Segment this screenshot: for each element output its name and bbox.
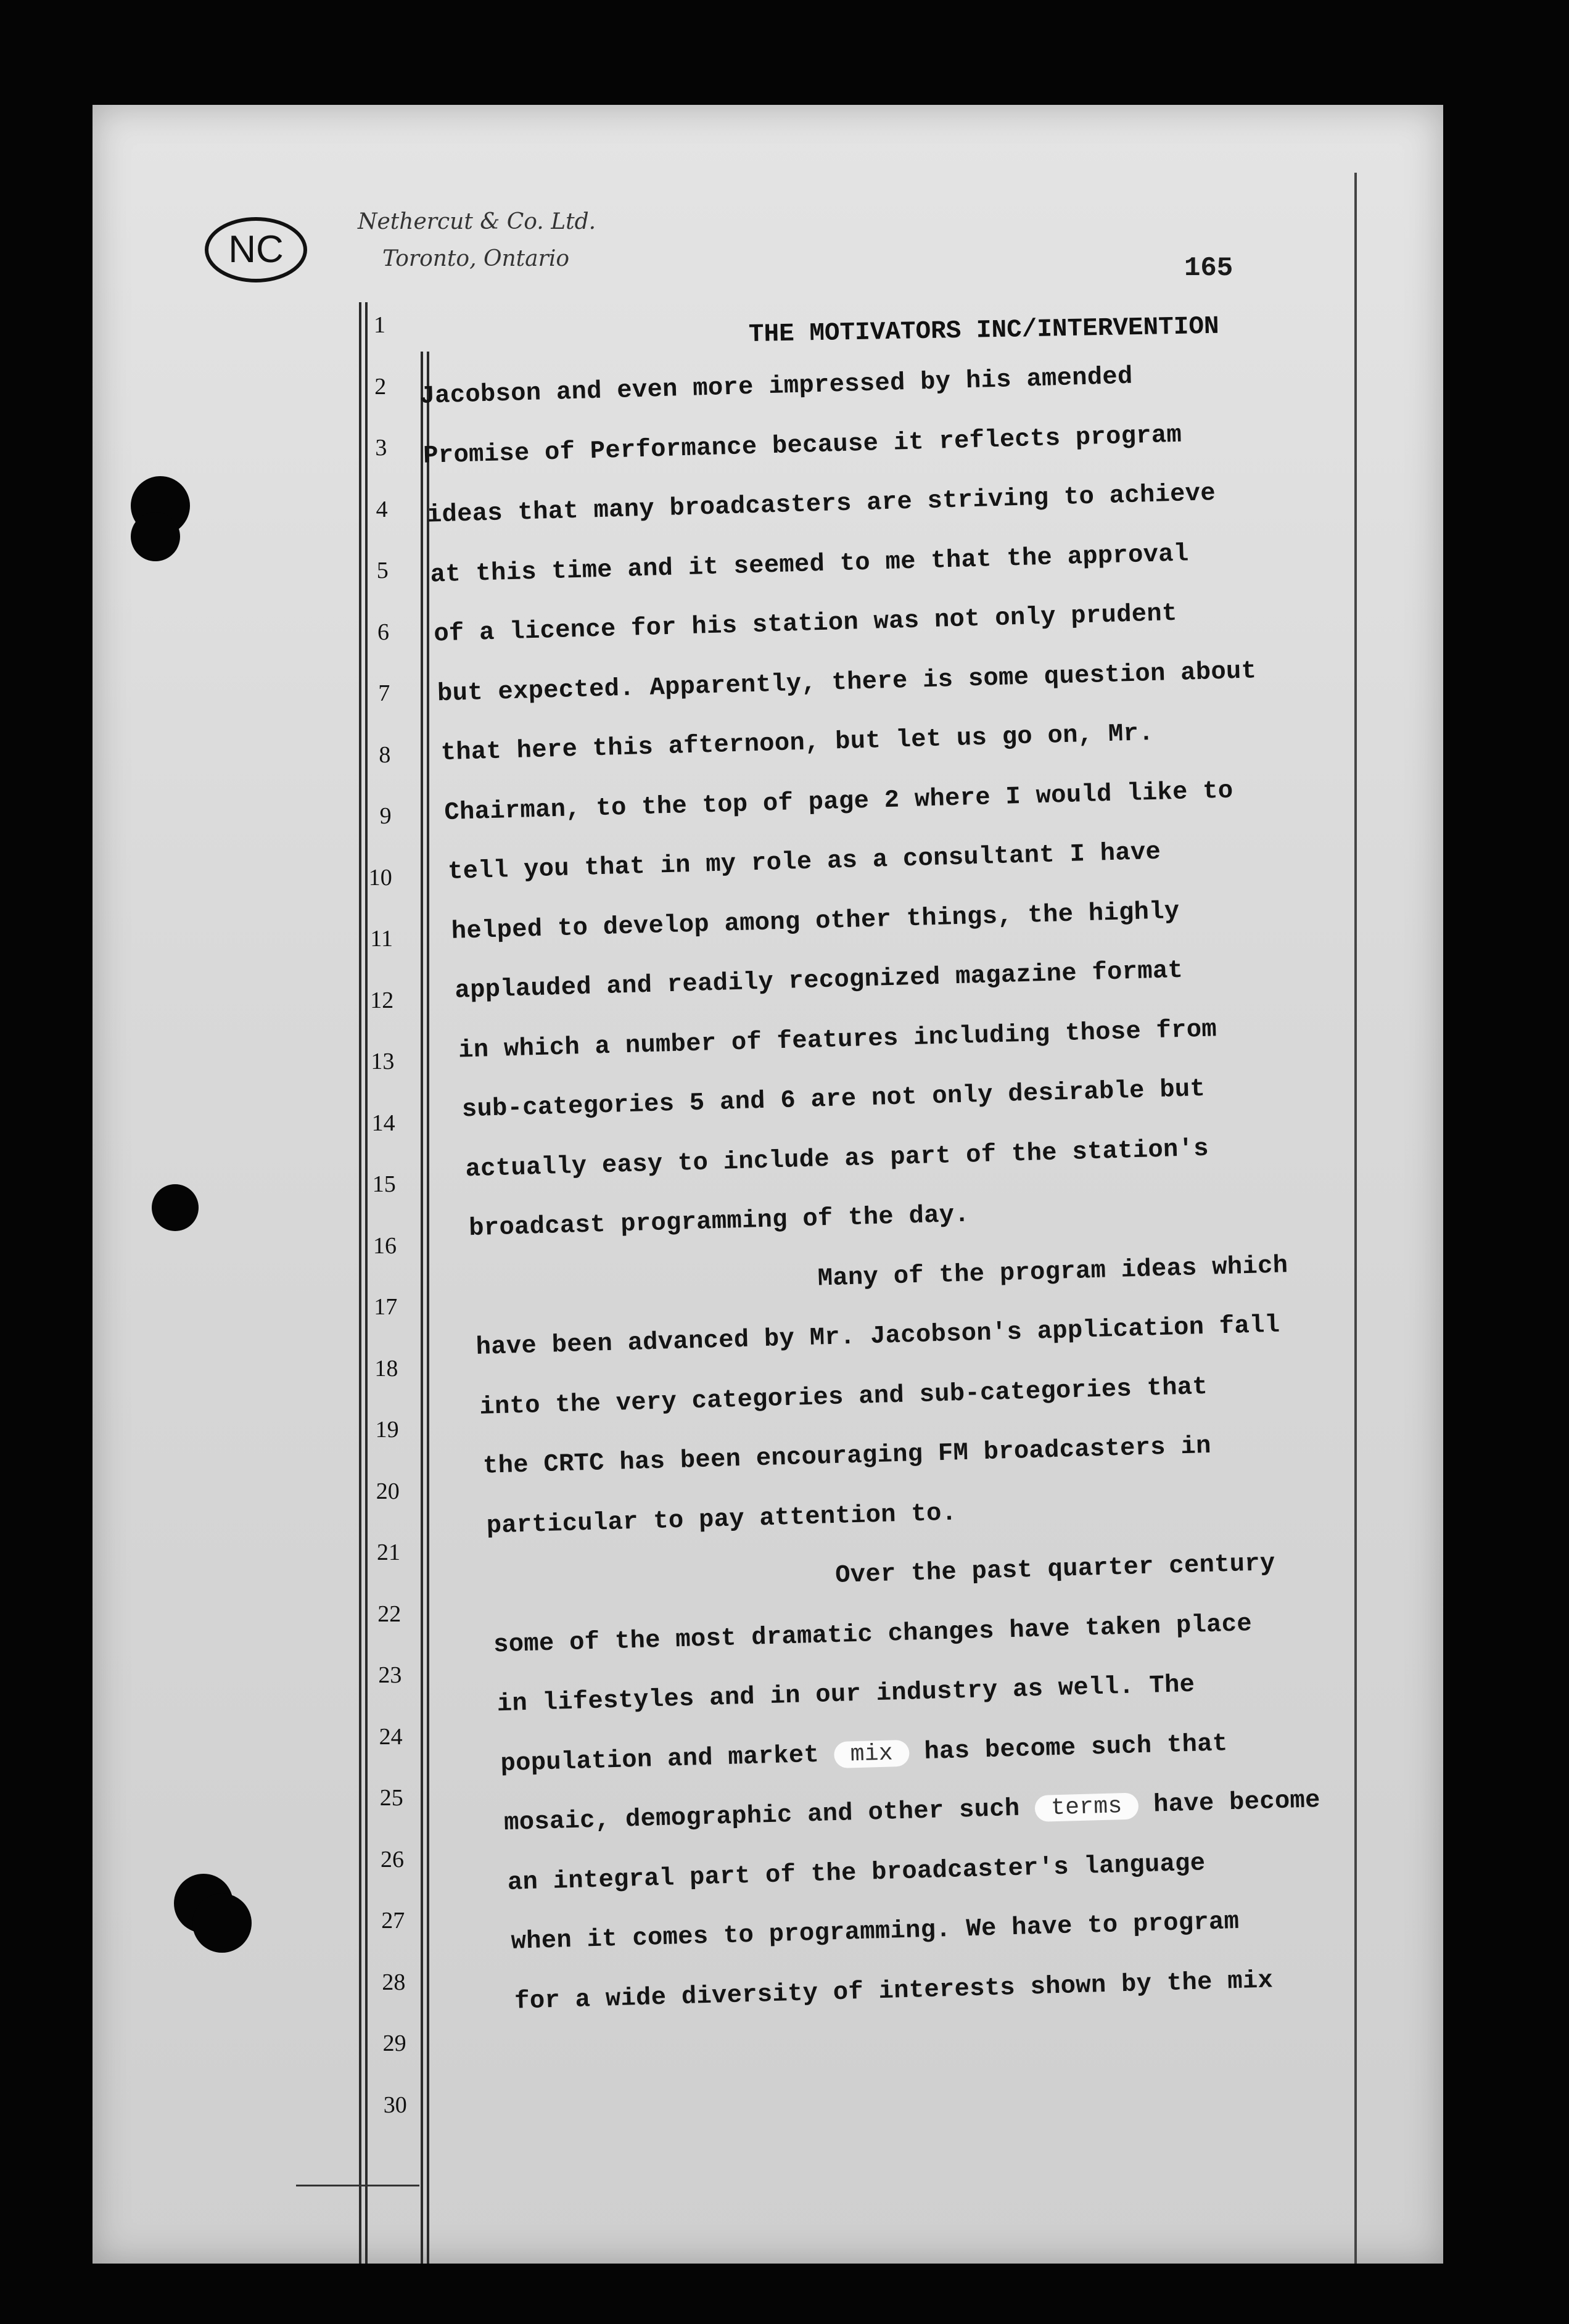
transcript-line: sub-categories 5 and 6 are not only desirable but [461, 1074, 1206, 1124]
line-number: 9 [379, 803, 392, 829]
document-heading: THE MOTIVATORS INC/INTERVENTION [748, 312, 1220, 349]
line-text-start: mosaic, demographic and other such [503, 1794, 1021, 1838]
line-text-end: has become such that [923, 1729, 1229, 1766]
line-number: 28 [382, 1969, 406, 1995]
firm-location: Toronto, Ontario [382, 246, 570, 271]
line-number: 11 [370, 926, 393, 952]
line-number: 10 [368, 864, 392, 891]
line-number: 3 [375, 435, 387, 461]
line-number-rule-inner [427, 352, 429, 2264]
line-number-rule [421, 352, 423, 2264]
transcript-body [419, 355, 1381, 2016]
line-number: 13 [371, 1049, 395, 1074]
line-number: 20 [376, 1478, 400, 1504]
transcript-line: Over the past quarter century [834, 1549, 1276, 1590]
logo-text: NC [228, 228, 284, 271]
transcript-line: actually easy to include as part of the station's [465, 1134, 1209, 1184]
line-number: 12 [370, 987, 394, 1013]
transcript-line: at this time and it seemed to me that the approval [430, 539, 1190, 590]
punch-hole [131, 512, 180, 561]
transcript-line: ideas that many broadcasters are striving to achieve [426, 479, 1216, 530]
line-number: 26 [381, 1846, 404, 1873]
line-number: 18 [374, 1355, 398, 1382]
right-margin-rule [1354, 173, 1357, 2264]
line-number: 16 [373, 1232, 397, 1259]
transcript-line: of a licence for his station was not only prudent [433, 599, 1178, 649]
line-number: 22 [377, 1601, 402, 1627]
line-text-start: population and market [500, 1741, 820, 1778]
line-number: 14 [371, 1110, 395, 1136]
transcript-line: Many of the program ideas which [817, 1251, 1288, 1293]
transcript-line: the CRTC has been encouraging FM broadcasters in [482, 1432, 1212, 1481]
line-number: 25 [379, 1785, 403, 1811]
transcript-line: Jacobson and even more impressed by his amended [419, 362, 1134, 411]
transcript-line: tell you that in my role as a consultant I have [447, 838, 1161, 887]
punch-hole [152, 1184, 199, 1231]
transcript-line: broadcast programming of the day. [468, 1200, 970, 1243]
line-number: 24 [379, 1723, 403, 1750]
transcript-line: Promise of Performance because it reflects program [422, 421, 1182, 471]
transcript-line: when it comes to programming. We have to program [511, 1907, 1240, 1956]
transcript-page [93, 105, 1443, 2264]
transcript-line: in which a number of features including those from [458, 1015, 1217, 1065]
line-number: 4 [376, 496, 388, 522]
firm-name: Nethercut & Co. Ltd. [358, 209, 596, 234]
line-number: 17 [374, 1294, 398, 1320]
transcript-line: in lifestyles and in our industry as well. The [496, 1670, 1195, 1719]
line-number: 30 [383, 2091, 407, 2118]
line-number: 21 [377, 1539, 400, 1565]
line-number: 1 [374, 312, 385, 338]
transcript-line: an integral part of the broadcaster's language [507, 1848, 1206, 1897]
redaction-patch-text: terms [1035, 1792, 1139, 1822]
line-number: 23 [378, 1662, 402, 1688]
line-number: 29 [382, 2030, 406, 2056]
transcript-line: into the very categories and sub-categories that [479, 1372, 1208, 1422]
punch-hole [192, 1893, 252, 1953]
line-number: 27 [381, 1908, 405, 1934]
line-number: 8 [379, 741, 391, 768]
line-number: 15 [372, 1171, 396, 1197]
transcript-line [500, 1729, 1228, 1778]
line-number: 2 [374, 373, 387, 400]
line-number: 5 [376, 558, 389, 583]
transcript-line: that here this afternoon, but let us go on, Mr. [440, 719, 1155, 768]
line-text-end: have become [1153, 1786, 1321, 1819]
line-number: 6 [377, 619, 389, 645]
transcript-line: but expected. Apparently, there is some question about [437, 656, 1257, 708]
transcript-line: Chairman, to the top of page 2 where I would like to [443, 776, 1234, 827]
bottom-rule [296, 2185, 419, 2186]
transcript-line: particular to pay attention to. [486, 1498, 957, 1541]
transcript-line: have been advanced by Mr. Jacobson's application fall [476, 1311, 1280, 1362]
letterhead [358, 204, 596, 278]
transcript-line: some of the most dramatic changes have taken place [493, 1609, 1253, 1659]
transcript-line: applauded and readily recognized magazine format [454, 956, 1184, 1005]
transcript-line: for a wide diversity of interests shown by the mix [514, 1966, 1274, 2016]
line-number: 7 [378, 680, 390, 706]
transcript-line [504, 1786, 1321, 1837]
page-number: 165 [1184, 253, 1233, 284]
line-number: 19 [375, 1417, 399, 1443]
nc-logo [204, 216, 308, 284]
redaction-patch-text: mix [834, 1739, 909, 1768]
transcript-line: helped to develop among other things, the highly [451, 897, 1180, 946]
